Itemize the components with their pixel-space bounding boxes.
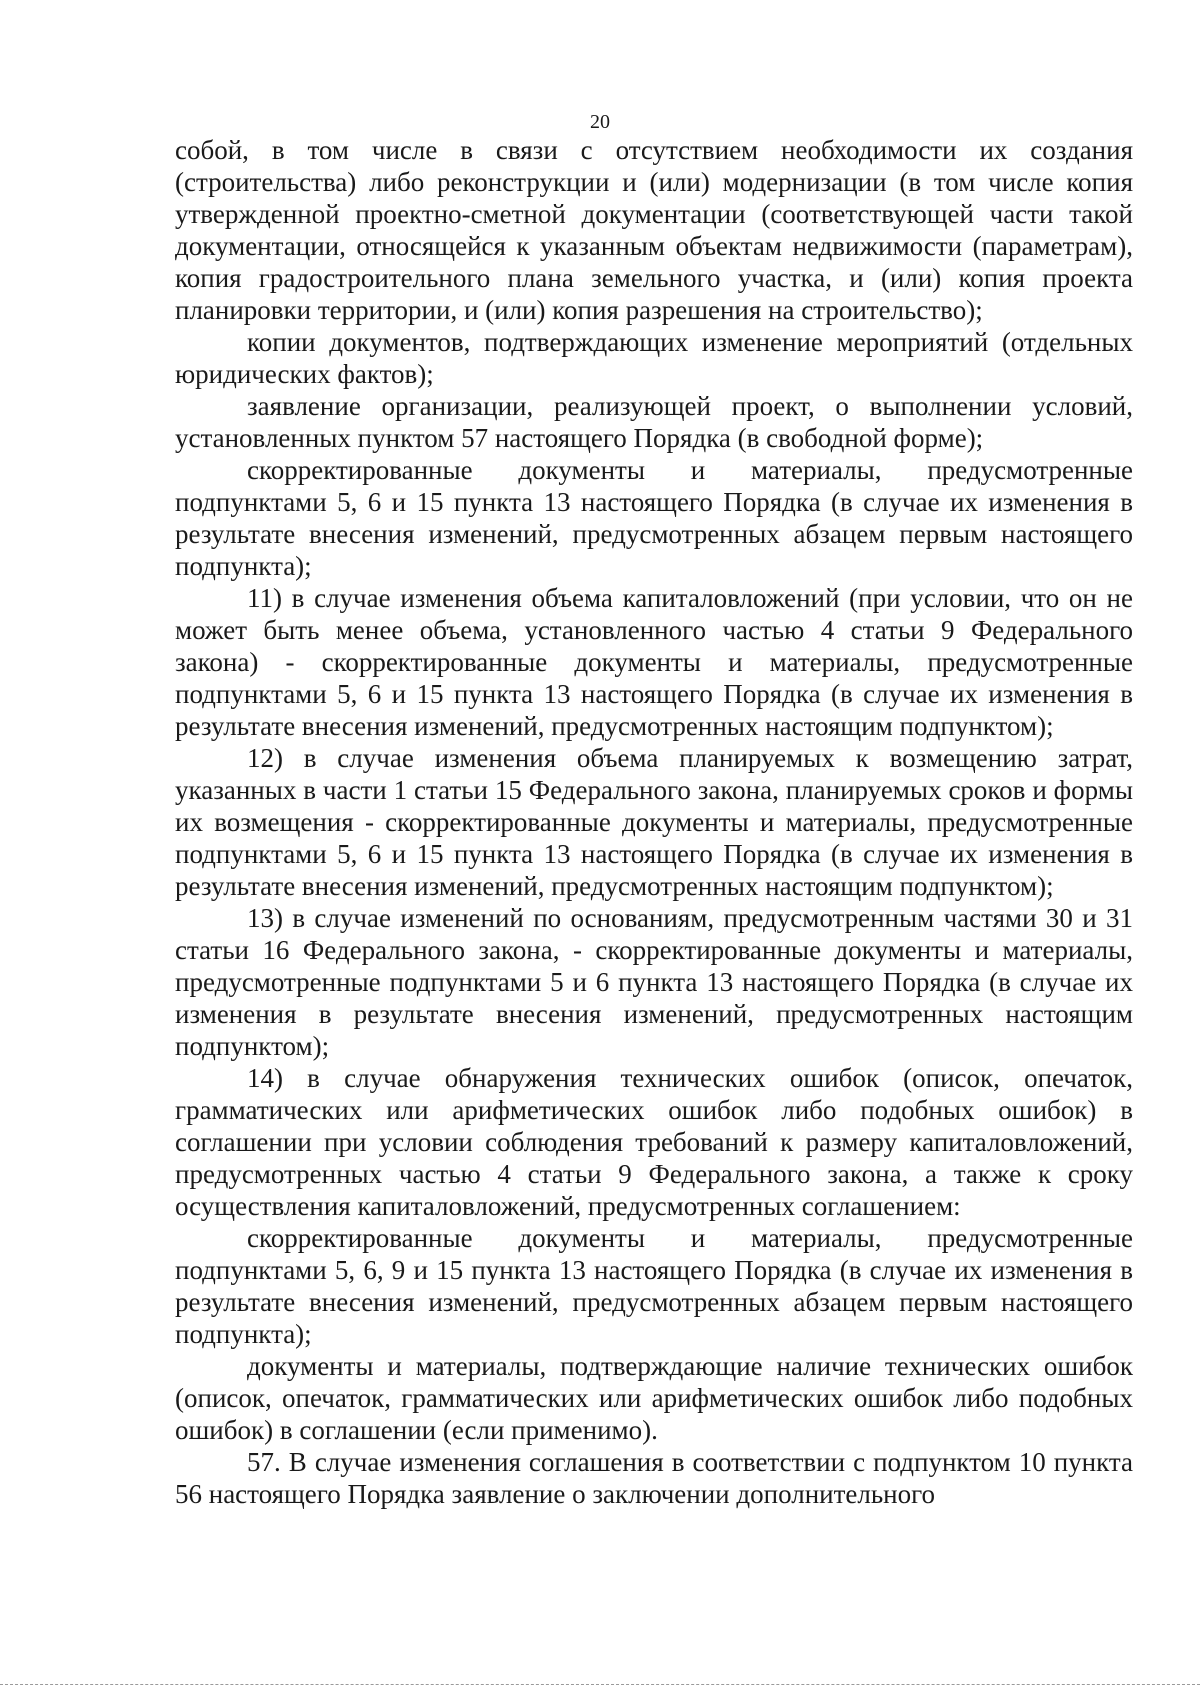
paragraph-continuation: собой, в том числе в связи с отсутствием необходимости их создания (строительства) либо реконструкции и (или) модернизации (в том числе копия утвержденной проектно-сметной документации (соответствующей части такой документации, относящейся к указанным объектам недвижимости (параметрам), копия градостроительного плана земельного участка, и (или) копия проекта планировки территории, и (или) копия разрешения на строительство); (175, 135, 1133, 325)
paragraph-subitem-13: 13) в случае изменений по основаниям, предусмотренным частями 30 и 31 статьи 16 Федерального закона, - скорректированные документы и материалы, предусмотренные подпунктами 5 и 6 пункта 13 настоящего Порядка (в случае их изменения в результате внесения изменений, предусмотренных настоящим подпунктом); (175, 903, 1133, 1061)
paragraph: документы и материалы, подтверждающие наличие технических ошибок (описок, опечаток, грамматических или арифметических ошибок либо подобных ошибок) в соглашении (если применимо). (175, 1351, 1133, 1445)
paragraph: копии документов, подтверждающих изменение мероприятий (отдельных юридических фактов); (175, 327, 1133, 389)
page-number: 20 (590, 111, 610, 133)
paragraph: скорректированные документы и материалы, предусмотренные подпунктами 5, 6, 9 и 15 пункта 13 настоящего Порядка (в случае их изменения в результате внесения изменений, предусмотренных абзацем первым настоящего подпункта); (175, 1223, 1133, 1349)
paragraph-item-57: 57. В случае изменения соглашения в соответствии с подпунктом 10 пункта 56 настоящего Порядка заявление о заключении дополнительного (175, 1447, 1133, 1509)
document-body (175, 134, 1133, 1510)
paragraph-subitem-11: 11) в случае изменения объема капиталовложений (при условии, что он не может быть менее объема, установленного частью 4 статьи 9 Федерального закона) - скорректированные документы и материалы, предусмотренные подпунктами 5, 6 и 15 пункта 13 настоящего Порядка (в случае их изменения в результате внесения изменений, предусмотренных настоящим подпунктом); (175, 583, 1133, 741)
page-bottom-edge-line (0, 1684, 1200, 1685)
paragraph-subitem-14: 14) в случае обнаружения технических ошибок (описок, опечаток, грамматических или арифметических ошибок либо подобных ошибок) в соглашении при условии соблюдения требований к размеру капиталовложений, предусмотренных частью 4 статьи 9 Федерального закона, а также к сроку осуществления капиталовложений, предусмотренных соглашением: (175, 1063, 1133, 1221)
paragraph: скорректированные документы и материалы, предусмотренные подпунктами 5, 6 и 15 пункта 13 настоящего Порядка (в случае их изменения в результате внесения изменений, предусмотренных абзацем первым настоящего подпункта); (175, 455, 1133, 581)
paragraph-subitem-12: 12) в случае изменения объема планируемых к возмещению затрат, указанных в части 1 статьи 15 Федерального закона, планируемых сроков и формы их возмещения - скорректированные документы и материалы, предусмотренные подпунктами 5, 6 и 15 пункта 13 настоящего Порядка (в случае их изменения в результате внесения изменений, предусмотренных настоящим подпунктом); (175, 743, 1133, 901)
paragraph: заявление организации, реализующей проект, о выполнении условий, установленных пунктом 57 настоящего Порядка (в свободной форме); (175, 391, 1133, 453)
